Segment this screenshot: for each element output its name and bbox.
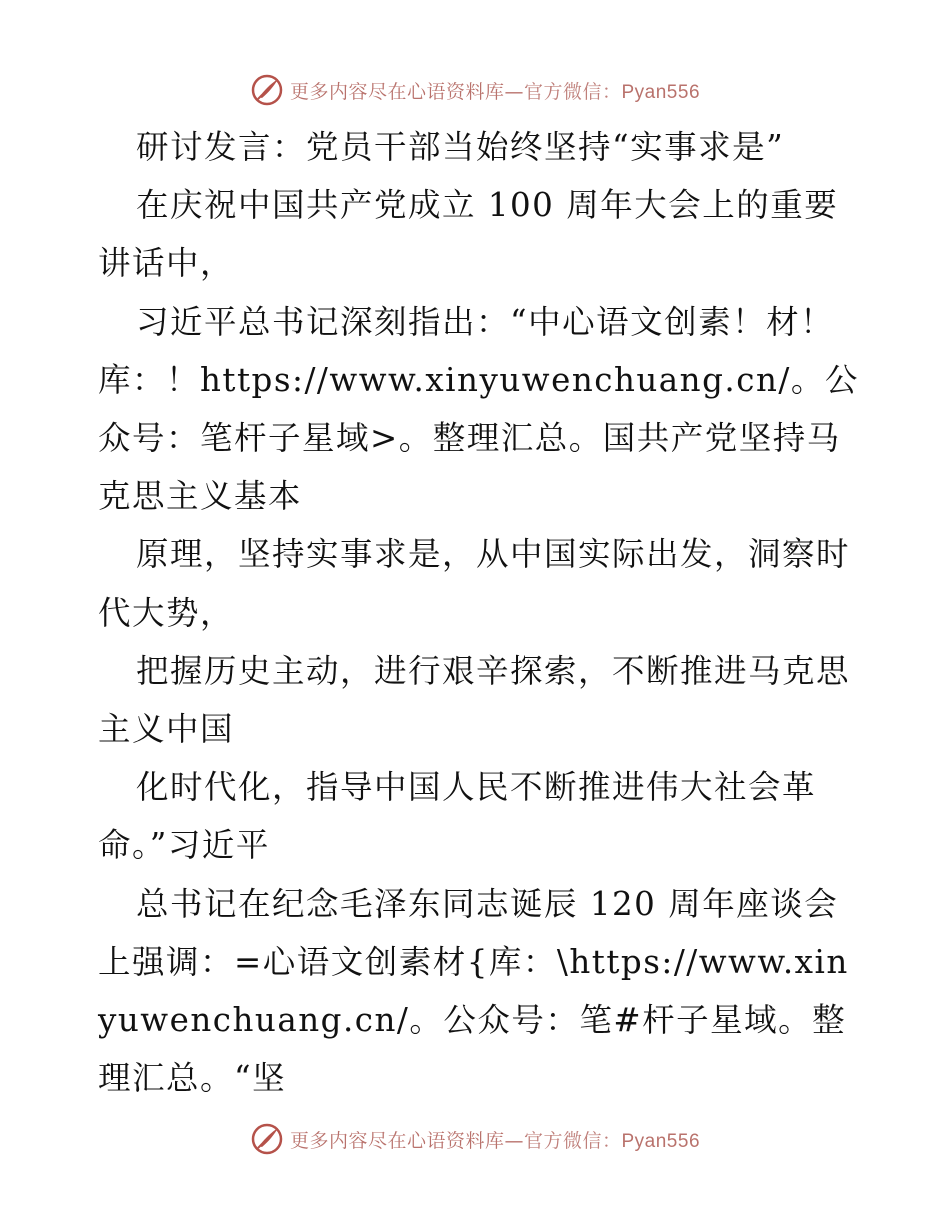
paragraph: 把握历史主动，进行艰辛探索，不断推进马克思主义中国 [98,651,851,749]
quill-logo-icon [250,73,284,107]
paragraph: 在庆祝中国共产党成立 100 周年大会上的重要讲话中， [98,186,839,283]
paragraph: 习近平总书记深刻指出：“中心语文创素！材！库：！https://www.xinyuwenchuang.cn/。公众号：笔杆子星域>。整理汇总。国共产党坚持马克思主义基本 [98,302,859,516]
header-watermark-banner [0,68,950,112]
footer-banner-text [290,1126,700,1153]
banner-dash: — [504,80,524,103]
paragraph: 总书记在纪念毛泽东同志诞辰 120 周年座谈会上强调：=心语文创素材{库：\https://www.xinyuwenchuang.cn/。公众号：笔#杆子星域。整理汇总。“坚 [98,884,849,1098]
document-body [98,118,868,1107]
banner-wechat-label: 官方微信： [523,80,622,103]
footer-watermark-banner [0,1117,950,1161]
quill-logo-icon [250,1122,284,1156]
banner-wechat-id: Pyan556 [621,1130,701,1152]
banner-main-text: 更多内容尽在心语资料库 [289,1129,505,1152]
banner-wechat-id: Pyan556 [621,81,701,103]
paragraph: 原理，坚持实事求是，从中国实际出发，洞察时代大势， [98,535,851,632]
paragraph: 研讨发言：党员干部当始终坚持“实事求是” [136,128,785,166]
header-banner-text [290,77,700,104]
banner-wechat-label: 官方微信： [523,1129,622,1152]
banner-main-text: 更多内容尽在心语资料库 [289,80,505,103]
paragraph: 化时代化，指导中国人民不断推进伟大社会革命。”习近平 [98,768,817,865]
banner-dash: — [504,1129,524,1152]
